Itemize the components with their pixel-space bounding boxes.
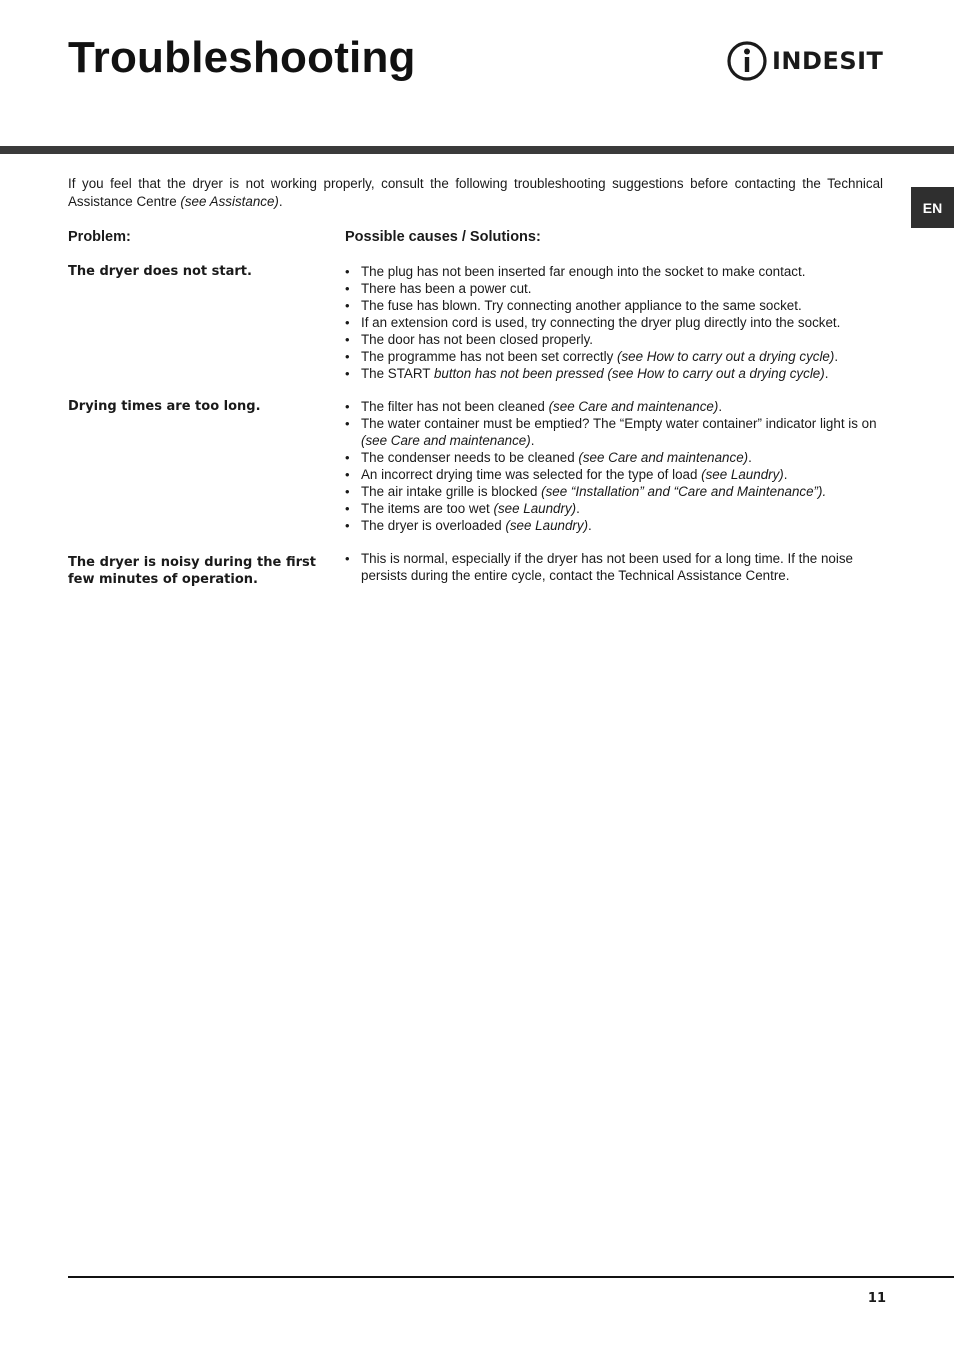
list-item: • The START button has not been pressed (see How to carry out a drying cycle). [345,365,890,382]
intro-text: If you feel that the dryer is not working properly, consult the following troubleshooting suggestions before contacting the Technical Assistance Centre [68,176,883,209]
brand-name: INDESIT [772,47,884,75]
indesit-logo-icon [726,40,768,82]
list-item: • The condenser needs to be cleaned (see Care and maintenance). [345,449,890,466]
causes-column-heading: Possible causes / Solutions: [345,229,541,245]
list-item: • The plug has not been inserted far enough into the socket to make contact. [345,263,890,280]
brand-logo [726,40,883,82]
list-item: • The fuse has blown. Try connecting another appliance to the same socket. [345,297,890,314]
header-rule [0,146,954,154]
list-item: • The items are too wet (see Laundry). [345,500,890,517]
language-tab: EN [911,187,954,228]
list-item: • The filter has not been cleaned (see Care and maintenance). [345,398,890,415]
list-item: • This is normal, especially if the dryer has not been used for a long time. If the noise persists during the entire cycle, contact the Technical Assistance Centre. [345,550,890,584]
causes-list [345,263,890,382]
problem-title: The dryer does not start. [68,264,252,279]
list-item: • The air intake grille is blocked (see “Installation” and “Care and Maintenance”). [345,483,890,500]
list-item: • The programme has not been set correctly (see How to carry out a drying cycle). [345,348,890,365]
list-item: • The dryer is overloaded (see Laundry). [345,517,890,534]
problem-title: The dryer is noisy during the first few minutes of operation. [68,555,316,587]
page-number: 11 [867,1291,886,1306]
intro-reference: (see Assistance) [180,194,279,209]
list-item: • An incorrect drying time was selected for the type of load (see Laundry). [345,466,890,483]
intro-end: . [278,194,283,209]
footer-rule [68,1276,954,1278]
causes-list [345,398,890,534]
list-item: • There has been a power cut. [345,280,890,297]
problem-title: Drying times are too long. [68,399,261,414]
list-item: • If an extension cord is used, try connecting the dryer plug directly into the socket. [345,314,890,331]
list-item: • The water container must be emptied? The “Empty water container” indicator light is on (see Care and maintenance). [345,415,890,449]
causes-list [345,550,890,584]
list-item: • The door has not been closed properly. [345,331,890,348]
problem-column-heading: Problem: [68,229,131,245]
intro-paragraph [68,175,883,211]
page-title: Troubleshooting [68,33,416,82]
